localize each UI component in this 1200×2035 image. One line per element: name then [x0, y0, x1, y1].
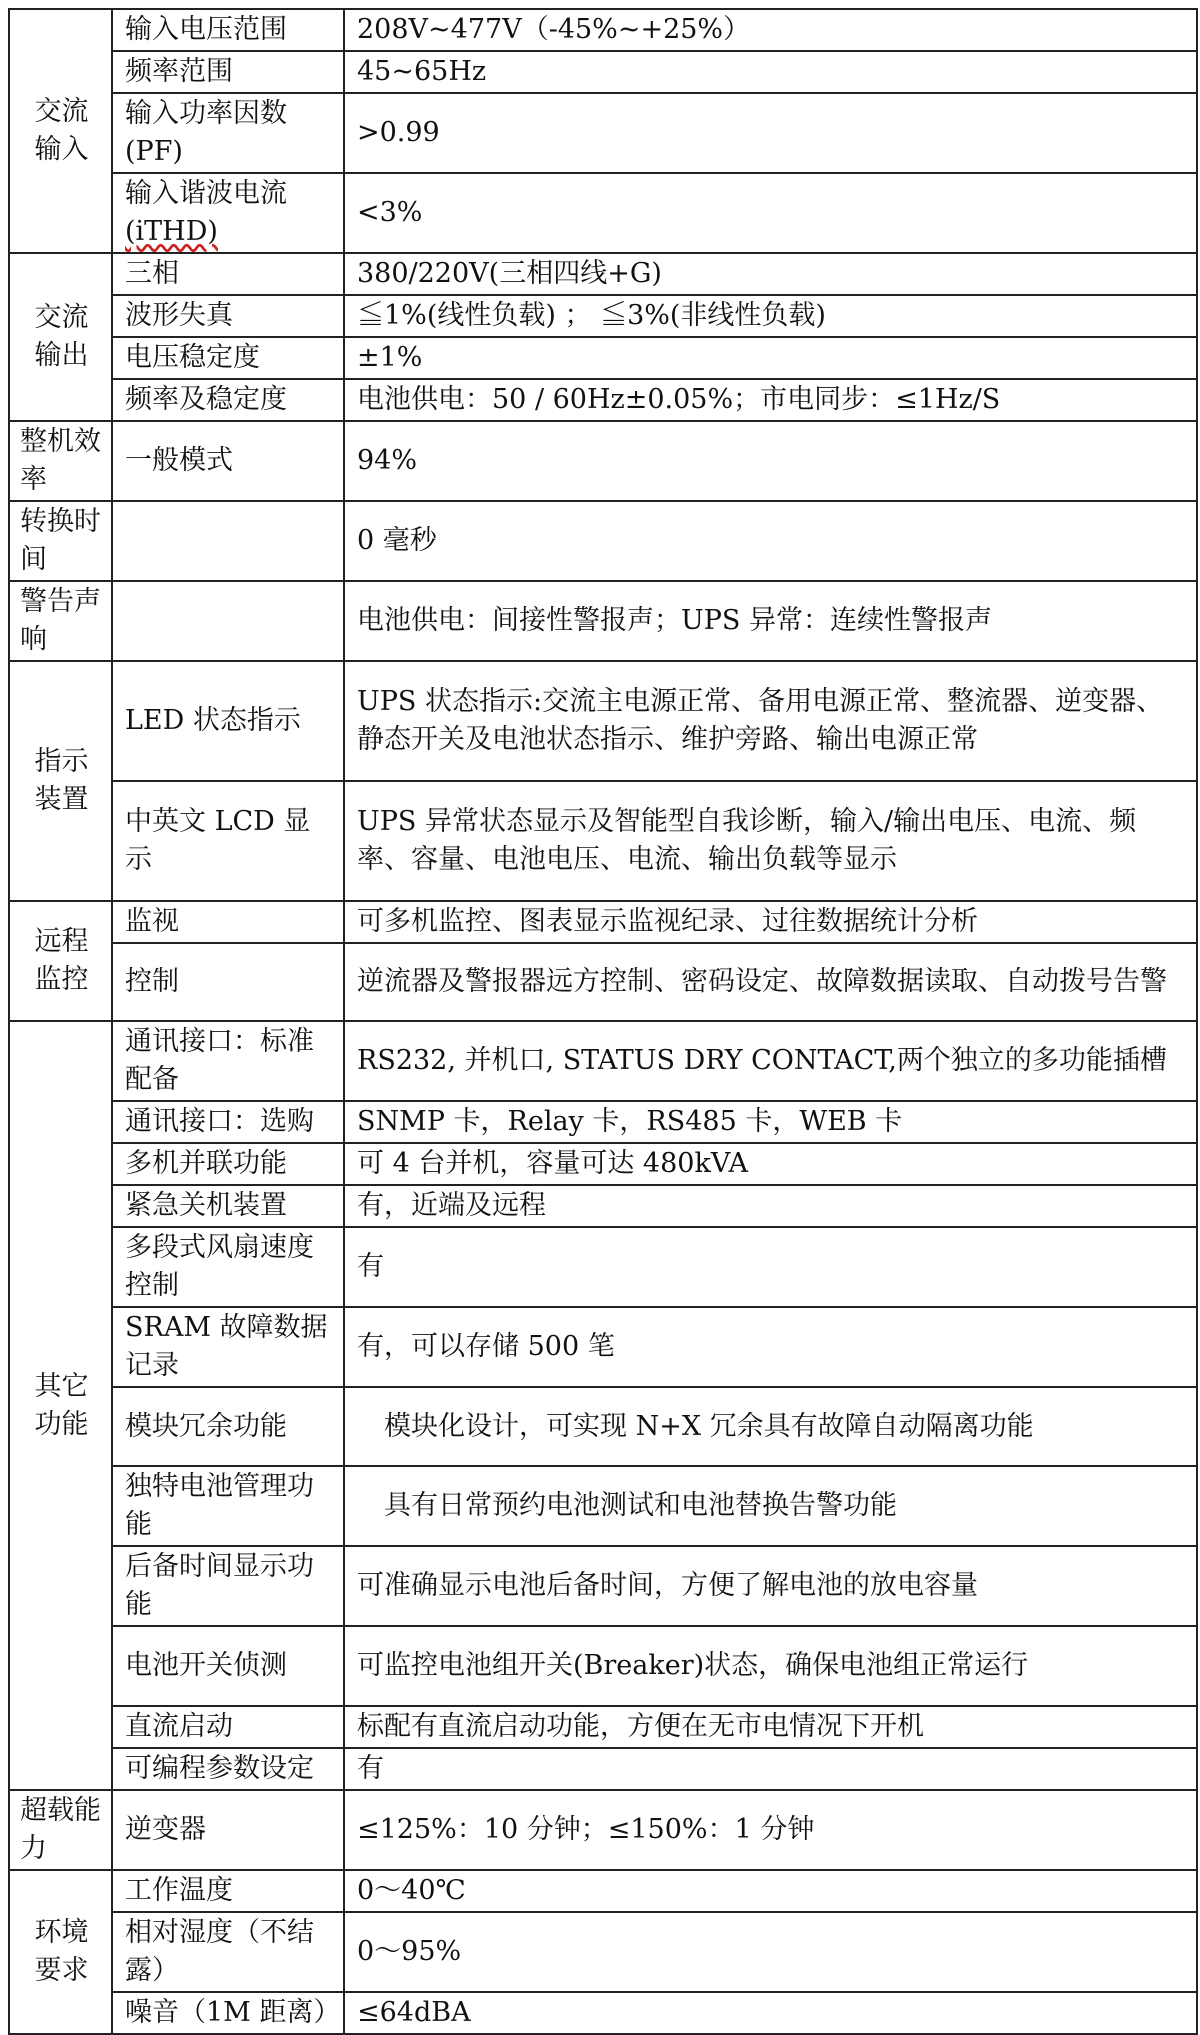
table-row	[9, 1790, 1197, 1870]
table-row	[9, 1912, 1197, 1992]
item-cell	[112, 581, 344, 661]
table-row	[9, 253, 1197, 295]
value-cell: 有	[344, 1748, 1197, 1790]
item-cell: 波形失真	[112, 295, 344, 337]
item-line-underlined: (iTHD)	[125, 216, 218, 247]
item-cell: 工作温度	[112, 1870, 344, 1912]
category-cell: 交流输出	[9, 253, 112, 421]
item-cell: 电压稳定度	[112, 337, 344, 379]
value-cell: >0.99	[344, 93, 1197, 173]
value-cell: 0～40℃	[344, 1870, 1197, 1912]
value-cell: 有，近端及远程	[344, 1185, 1197, 1227]
value-cell: SNMP 卡，Relay 卡，RS485 卡，WEB 卡	[344, 1101, 1197, 1143]
category-cell: 远程监控	[9, 901, 112, 1021]
category-cell: 交流输入	[9, 9, 112, 253]
category-cell: 环境要求	[9, 1870, 112, 2034]
table-row	[9, 93, 1197, 173]
item-cell: 逆变器	[112, 1790, 344, 1870]
item-cell: 模块冗余功能	[112, 1387, 344, 1466]
item-cell: 频率范围	[112, 51, 344, 93]
value-cell: 可监控电池组开关(Breaker)状态，确保电池组正常运行	[344, 1626, 1197, 1706]
item-cell: 紧急关机装置	[112, 1185, 344, 1227]
table-row	[9, 9, 1197, 51]
item-cell: 一般模式	[112, 421, 344, 501]
item-cell: 独特电池管理功能	[112, 1466, 344, 1546]
value-cell: 可多机监控、图表显示监视纪录、过往数据统计分析	[344, 901, 1197, 943]
spec-table	[8, 8, 1198, 2035]
value-cell: 380/220V(三相四线+G)	[344, 253, 1197, 295]
table-row	[9, 501, 1197, 581]
item-cell	[112, 173, 344, 253]
table-row	[9, 1748, 1197, 1790]
value-cell: 标配有直流启动功能，方便在无市电情况下开机	[344, 1706, 1197, 1748]
value-cell: ≦1%(线性负载) ； ≦3%(非线性负载)	[344, 295, 1197, 337]
table-row	[9, 1307, 1197, 1387]
table-row	[9, 661, 1197, 781]
table-row	[9, 1021, 1197, 1101]
category-cell: 其它功能	[9, 1021, 112, 1790]
table-row	[9, 51, 1197, 93]
item-cell: 输入功率因数(PF)	[112, 93, 344, 173]
value-cell: ≤64dBA	[344, 1992, 1197, 2034]
table-row	[9, 581, 1197, 661]
item-cell: 通讯接口：标准配备	[112, 1021, 344, 1101]
item-cell	[112, 501, 344, 581]
item-cell: LED 状态指示	[112, 661, 344, 781]
value-cell: 逆流器及警报器远方控制、密码设定、故障数据读取、自动拨号告警	[344, 943, 1197, 1021]
category-cell: 转换时间	[9, 501, 112, 581]
table-row	[9, 1546, 1197, 1626]
value-cell: 208V~477V（-45%~+25%）	[344, 9, 1197, 51]
value-cell: 可准确显示电池后备时间，方便了解电池的放电容量	[344, 1546, 1197, 1626]
table-row	[9, 337, 1197, 379]
value-cell: 电池供电：50 / 60Hz±0.05%；市电同步：≤1Hz/S	[344, 379, 1197, 421]
table-row	[9, 1101, 1197, 1143]
table-row	[9, 173, 1197, 253]
category-cell: 整机效率	[9, 421, 112, 501]
table-row	[9, 1466, 1197, 1546]
item-cell: 相对湿度（不结露）	[112, 1912, 344, 1992]
item-cell: 三相	[112, 253, 344, 295]
item-cell: 多段式风扇速度控制	[112, 1227, 344, 1307]
table-row	[9, 295, 1197, 337]
table-row	[9, 1626, 1197, 1706]
value-cell: 0～95%	[344, 1912, 1197, 1992]
item-cell: 输入电压范围	[112, 9, 344, 51]
value-cell: <3%	[344, 173, 1197, 253]
value-cell: 有	[344, 1227, 1197, 1307]
table-row	[9, 901, 1197, 943]
value-cell: ±1%	[344, 337, 1197, 379]
value-cell: UPS 异常状态显示及智能型自我诊断，输入/输出电压、电流、频率、容量、电池电压、电流、输出负载等显示	[344, 781, 1197, 901]
table-row	[9, 1143, 1197, 1185]
value-cell: 可 4 台并机，容量可达 480kVA	[344, 1143, 1197, 1185]
value-cell: 0 毫秒	[344, 501, 1197, 581]
table-row	[9, 781, 1197, 901]
table-row	[9, 1870, 1197, 1912]
item-line: 输入谐波电流	[125, 178, 287, 209]
item-cell: 后备时间显示功能	[112, 1546, 344, 1626]
value-cell: 电池供电：间接性警报声；UPS 异常：连续性警报声	[344, 581, 1197, 661]
table-row	[9, 1992, 1197, 2034]
item-cell: 通讯接口：选购	[112, 1101, 344, 1143]
value-cell: UPS 状态指示:交流主电源正常、备用电源正常、整流器、逆变器、静态开关及电池状态指示、维护旁路、输出电源正常	[344, 661, 1197, 781]
item-cell: 可编程参数设定	[112, 1748, 344, 1790]
value-cell: 有，可以存储 500 笔	[344, 1307, 1197, 1387]
value-cell: RS232, 并机口, STATUS DRY CONTACT,两个独立的多功能插槽	[344, 1021, 1197, 1101]
category-cell: 指示装置	[9, 661, 112, 901]
table-row	[9, 421, 1197, 501]
item-cell: 多机并联功能	[112, 1143, 344, 1185]
value-cell: 94%	[344, 421, 1197, 501]
category-cell: 超载能力	[9, 1790, 112, 1870]
item-cell: 直流启动	[112, 1706, 344, 1748]
item-cell: 噪音（1M 距离）	[112, 1992, 344, 2034]
value-cell: 45~65Hz	[344, 51, 1197, 93]
table-row	[9, 1387, 1197, 1466]
table-row	[9, 1185, 1197, 1227]
table-row	[9, 1227, 1197, 1307]
value-cell: 模块化设计，可实现 N+X 冗余具有故障自动隔离功能	[344, 1387, 1197, 1466]
table-row	[9, 379, 1197, 421]
item-cell: 中英文 LCD 显示	[112, 781, 344, 901]
item-cell: 控制	[112, 943, 344, 1021]
table-row	[9, 943, 1197, 1021]
item-cell: 频率及稳定度	[112, 379, 344, 421]
category-cell: 警告声响	[9, 581, 112, 661]
value-cell: ≤125%：10 分钟；≤150%：1 分钟	[344, 1790, 1197, 1870]
item-cell: SRAM 故障数据记录	[112, 1307, 344, 1387]
item-cell: 电池开关侦测	[112, 1626, 344, 1706]
table-row	[9, 1706, 1197, 1748]
value-cell: 具有日常预约电池测试和电池替换告警功能	[344, 1466, 1197, 1546]
item-cell: 监视	[112, 901, 344, 943]
